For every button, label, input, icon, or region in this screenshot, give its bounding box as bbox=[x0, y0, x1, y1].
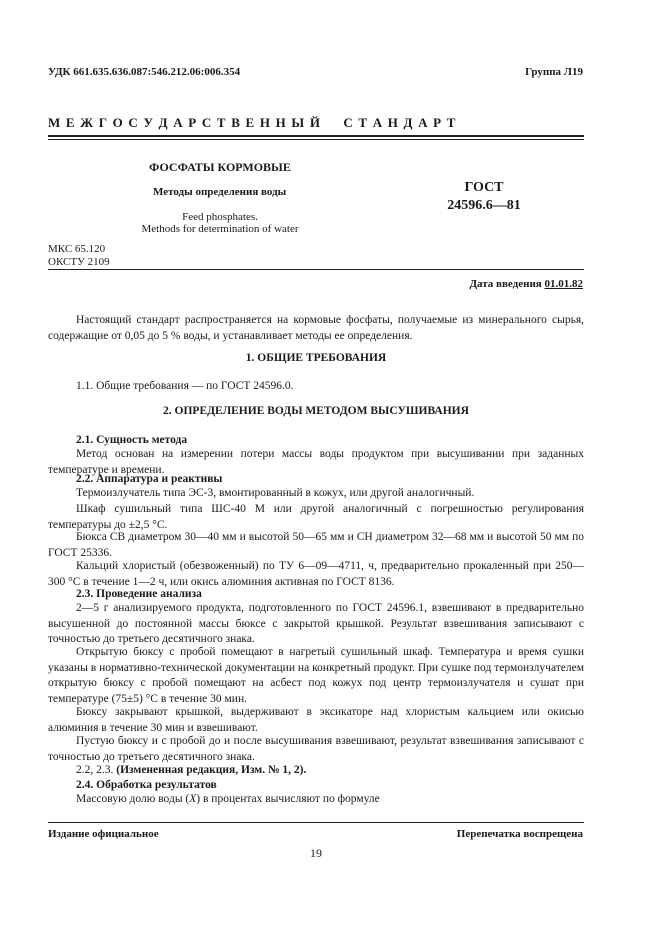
clause-2-3-para-1: 2—5 г анализируемого продукта, подготовленного по ГОСТ 24596.1, взвешивают в предварительно высушенной до постоянной массы бюксе с закрытой крышкой. Результат взвешивания записывают с точностью до третьего десятичного знака. bbox=[48, 602, 584, 646]
clause-2-2-item-oven: Шкаф сушильный типа ШС-40 М или другой аналогичный с погрешностью регулирования температуры до ±2,5 °С. bbox=[48, 503, 584, 531]
clause-2-2-item-calcium-chloride: Кальций хлористый (обезвоженный) по ТУ 6—09—4711, ч, предварительно прокаленный при 250—300 °С в течение 1—2 ч, или окись алюминия активная по ГОСТ 8136. bbox=[48, 560, 584, 588]
clause-2-4-text bbox=[48, 792, 584, 808]
section-1-heading: 1. ОБЩИЕ ТРЕБОВАНИЯ bbox=[245, 352, 387, 364]
clause-2-3-heading: 2.3. Проведение анализа bbox=[76, 588, 202, 600]
official-edition-label: Издание официальное bbox=[48, 828, 159, 840]
gost-label: ГОСТ bbox=[464, 180, 504, 195]
group-code: Группа Л19 bbox=[525, 66, 583, 78]
document-subtitle: Методы определения воды bbox=[153, 186, 287, 198]
interstate-standard-banner: М Е Ж Г О С У Д А Р С Т В Е Н Н Ы Й С Т А Н Д А Р Т bbox=[48, 115, 457, 130]
udk-code: УДК 661.635.636.087:546.212.06:006.354 bbox=[48, 66, 241, 78]
clause-2-2-item-emitter: Термоизлучатель типа ЭС-3, вмонтированный в кожух, или другой аналогичный. bbox=[76, 487, 475, 499]
english-title-line2: Methods for determination of water bbox=[141, 223, 299, 235]
clause-2-4-heading: 2.4. Обработка результатов bbox=[76, 779, 217, 791]
introduction-date-value: 01.01.82 bbox=[544, 278, 583, 290]
codes-rule bbox=[48, 269, 584, 270]
clause-2-2-heading: 2.2. Аппаратура и реактивы bbox=[76, 473, 223, 485]
clause-2-2-item-weighing-bottle: Бюкса СВ диаметром 30—40 мм и высотой 50—65 мм и СН диаметром 32—68 мм и высотой 50 мм по ГОСТ 25336. bbox=[48, 531, 584, 559]
clause-2-3-para-3: Бюксу закрывают крышкой, выдерживают в эксикаторе над хлористым кальцием или окисью алюминия в течение 30 мин и взвешивают. bbox=[48, 706, 584, 734]
okstu-code: ОКСТУ 2109 bbox=[48, 256, 110, 268]
section-2-heading: 2. ОПРЕДЕЛЕНИЕ ВОДЫ МЕТОДОМ ВЫСУШИВАНИЯ bbox=[163, 405, 469, 417]
gost-number: 24596.6—81 bbox=[447, 198, 521, 213]
clause-2-1-heading: 2.1. Сущность метода bbox=[76, 434, 188, 446]
clause-2-3-para-4: Пустую бюксу и с пробой до и после высушивания взвешивают, результат взвешивания записывают с точностью до третьего десятичного знака. bbox=[48, 735, 584, 763]
mks-code: МКС 65.120 bbox=[48, 243, 106, 255]
reprint-prohibited-label: Перепечатка воспрещена bbox=[456, 828, 583, 840]
document-title: ФОСФАТЫ КОРМОВЫЕ bbox=[149, 160, 291, 174]
clause-2-3-para-2: Открытую бюксу с пробой помещают в нагретый сушильный шкаф. Температура и время сушки указаны в нормативно-технической документации на конкретный продукт. При сушке под термоизлучателем открытую бюксу с пробой помещают на асбест под кожух под центр термоизлучателя и сушат при температуре (75±5) °С в течение 30 мин. bbox=[48, 646, 584, 705]
amendment-note bbox=[48, 763, 584, 779]
introduction-date bbox=[469, 278, 583, 290]
clause-2-4-text-start: Массовую долю воды ( bbox=[76, 793, 190, 805]
variable-x: X bbox=[189, 793, 197, 805]
footer-rule bbox=[48, 822, 584, 823]
clause-2-1-text: Метод основан на измерении потери массы воды продуктом при высушивании при заданных температуре и времени. bbox=[48, 448, 584, 476]
intro-paragraph: Настоящий стандарт распространяется на кормовые фосфаты, получаемые из минерального сырья, содержащие от 0,05 до 5 % воды, и устанавливает методы ее определения. bbox=[48, 314, 584, 342]
introduction-date-label: Дата введения bbox=[469, 278, 545, 290]
page-number: 19 bbox=[310, 846, 322, 860]
english-title-line1: Feed phosphates. bbox=[182, 211, 258, 223]
banner-rule-thin bbox=[48, 139, 584, 140]
clause-2-4-text-end: ) в процентах вычисляют по формуле bbox=[196, 793, 380, 805]
amendment-text: (Измененная редакция, Изм. № 1, 2). bbox=[116, 764, 307, 776]
clause-1-1: 1.1. Общие требования — по ГОСТ 24596.0. bbox=[76, 380, 294, 392]
amendment-clauses: 2.2, 2.3. bbox=[76, 764, 117, 776]
banner-rule-thick bbox=[48, 135, 584, 137]
